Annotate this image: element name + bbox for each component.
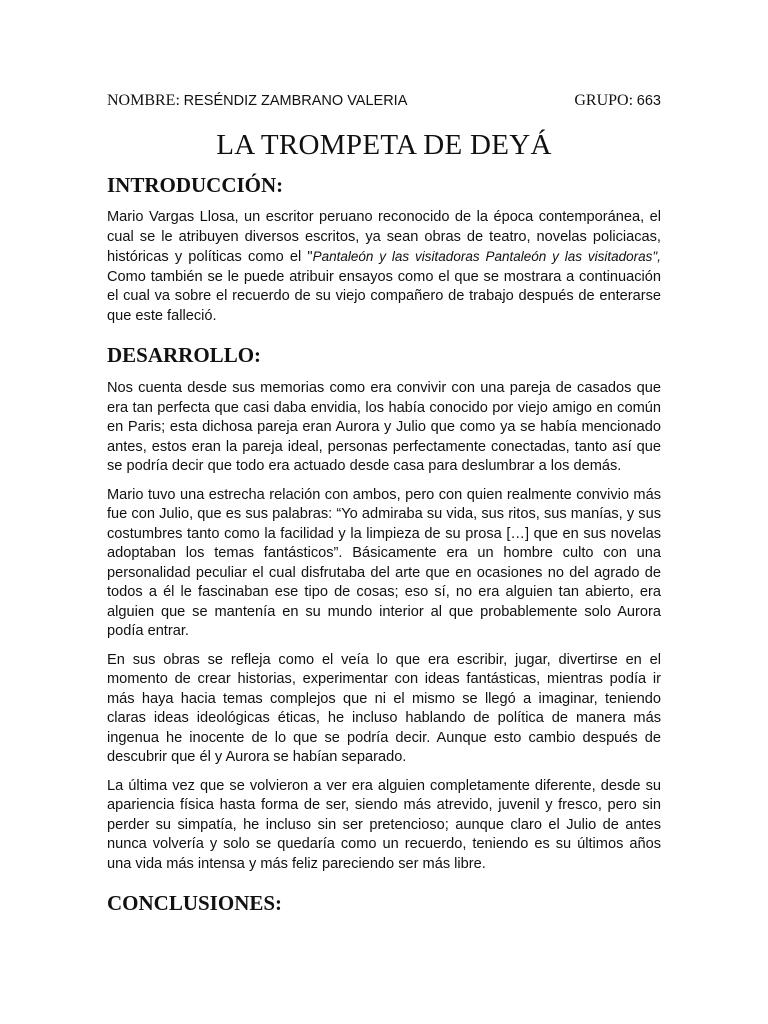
document-title: LA TROMPETA DE DEYÁ	[216, 129, 552, 161]
intro-paragraph	[107, 208, 661, 326]
intro-heading: INTRODUCCIÓN:	[107, 173, 284, 197]
desarrollo-heading: DESARROLLO:	[107, 343, 262, 367]
conclusiones-heading: CONCLUSIONES:	[107, 891, 283, 915]
desarrollo-paragraph-4: La última vez que se volvieron a ver era alguien completamente diferente, desde su apariencia física hasta forma de ser, siendo más atrevido, juvenil y fresco, pero sin perder su simpatía, he incluso sin ser pretencioso; aunque claro el Julio de antes nunca volvería y solo se quedaría como un recuerdo, teniendo es su últimos años una vida más intensa y más feliz pareciendo ser más libre.	[107, 777, 661, 872]
name-label: NOMBRE:	[107, 92, 180, 109]
student-group	[574, 90, 661, 112]
document-page	[107, 90, 661, 916]
student-header	[107, 90, 661, 112]
desarrollo-paragraph-2: Mario tuvo una estrecha relación con ambos, pero con quien realmente convivio más fue con Julio, que es sus palabras: “Yo admiraba su vida, sus ritos, sus manías, y sus costumbres tanto como la facilidad y la limpieza de su prosa […] que en sus novelas adoptaban los temas fantásticos”. Básicamente era un hombre culto con una personalidad peculiar el cual disfrutaba del arte que en ocasiones no del agrado de todos a él le fascinaban ese tipo de cosas; eso sí, no era alguien tan abierto, era alguien que se mantenía en su mundo interior al que probablemente solo Aurora podía entrar.	[107, 486, 661, 639]
name-value: RESÉNDIZ ZAMBRANO VALERIA	[183, 93, 408, 109]
intro-italic-title: Pantaleón y las visitadoras Pantaleón y las visitadoras",	[312, 249, 661, 264]
group-label: GRUPO:	[574, 92, 634, 109]
intro-text-after: Como también se le puede atribuir ensayos como el que se mostrara a continuación el cual va sobre el recuerdo de su viejo compañero de trabajo después de enterarse que este falleció.	[107, 268, 661, 324]
desarrollo-paragraph-1: Nos cuenta desde sus memorias como era convivir con una pareja de casados que era tan perfecta que casi daba envidia, los había conocido por viejo amigo en común en Paris; esta dichosa pareja eran Aurora y Julio que como ya se había mencionado antes, estos eran la pareja ideal, personas perfectamente conectadas, tanto así que se podría decir que todo era actuado desde casa para deslumbrar a los demás.	[107, 380, 661, 474]
desarrollo-paragraph-3: En sus obras se refleja como el veía lo que era escribir, jugar, divertirse en el momento de crear historias, experimentar con ideas fantásticas, mientras podía ir más haya hacia temas complejos que ni el mismo se llegó a imaginar, teniendo claras ideas ideológicas éticas, he incluso hablando de política de manera más ingenua he inocente de lo que se podría decir. Aunque esto cambio después de descubrir que él y Aurora se habían separado.	[107, 651, 661, 765]
group-value: 663	[636, 93, 661, 109]
student-name	[107, 90, 407, 112]
intro-text-before: Mario Vargas Llosa, un escritor peruano reconocido de la época contemporánea, el cual se le atribuyen diversos escritos, ya sean obras de teatro, novelas policiacas, históricas y políticas como el "	[107, 209, 661, 265]
